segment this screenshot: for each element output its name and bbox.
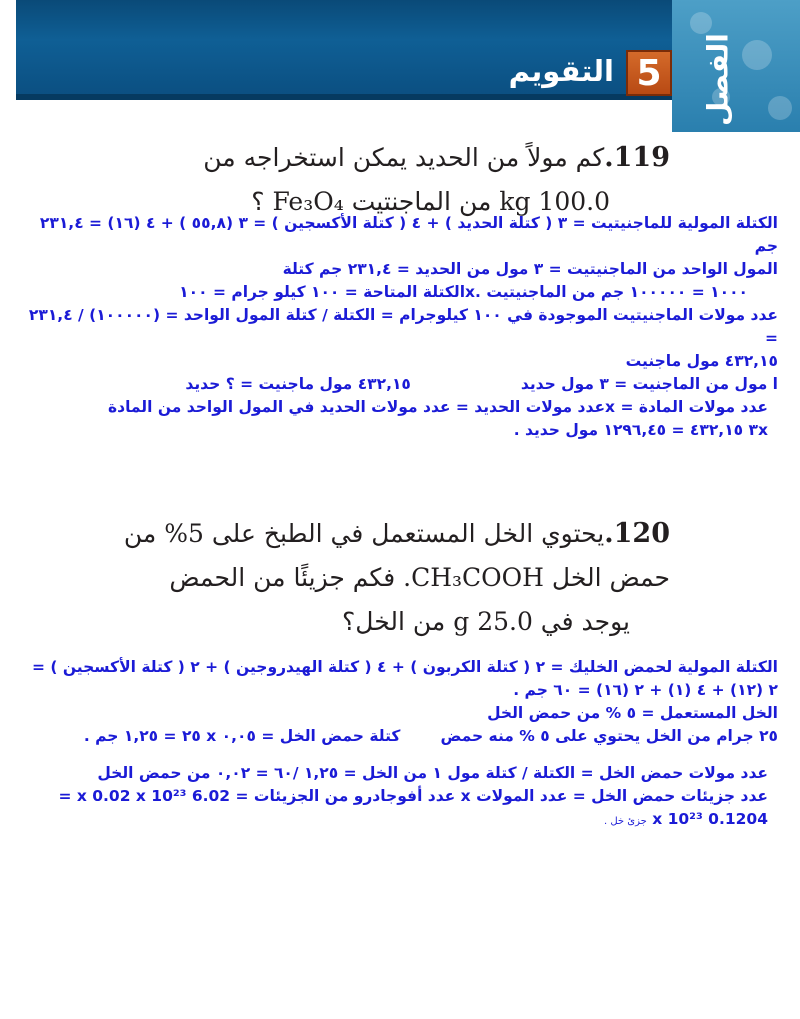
answer-120 (18, 656, 778, 833)
answer-line: الكتلة المولية للماجنيتيت = ٣ ( كتلة الحديد ) + ٤ ( كتلة الأكسجين ) = ٣ (٥٥,٨ ) + ٤ (١٦) = ٢٣١,٤ جم (39, 214, 778, 255)
answer-line: عدد جزيئات حمض الخل = عدد المولات x عدد أفوجادرو من الجزيئات = 6.02 x 0.02 x 10²³ = (58, 787, 768, 805)
question-line: يحتوي الخل المستعمل في الطبخ على 5% من (123, 519, 605, 548)
answer-line: الكتلة المولية لحمض الخليك = ٢ ( كتلة الكربون ) + ٤ ( كتلة الهيدروجين ) + ٢ ( كتلة الأكسجين ) = ٢ (١٢) + ٤ (١) + ٢ (١٦) = ٦٠ جم . (31, 658, 778, 699)
answer-line: ٤٣٢,١٥ مول ماجنيت (625, 352, 778, 370)
answer-line: عدد مولات حمض الخل = الكتلة / كتلة مول ١ من الخل = ١,٢٥ /٦٠ = ٠,٠٢ من حمض الخل (97, 764, 768, 782)
answer-line: المول الواحد من الماجنيتيت = ٣ مول من الحديد = ٢٣١,٤ جم كتلة (282, 260, 778, 278)
answer-line-result (18, 808, 778, 833)
answer-fragment: ٤٣٢,١٥ مول ماجنيت = ؟ حديد (185, 375, 411, 393)
answer-fragment: كتلة حمض الخل = ٠,٠٥ x ٢٥ = ١,٢٥ جم . (83, 727, 401, 745)
question-119 (110, 136, 670, 224)
answer-line-pair (18, 725, 778, 748)
answer-unit: جزئ خل . (603, 816, 647, 827)
question-line: يوجد في 25.0 g من الخل؟ (342, 607, 630, 636)
answer-119 (18, 212, 778, 442)
question-line: 100.0 kg من الماجنتيت Fe₃O₄ ؟ (251, 187, 610, 216)
chapter-number: 5 (626, 50, 672, 96)
question-number: 120. (604, 518, 670, 549)
question-line: حمض الخل CH₃COOH. فكم جزيئًا من الحمض (169, 563, 670, 592)
answer-line: عدد مولات الماجنيتيت الموجودة في ١٠٠ كيلوجرام = الكتلة / كتلة المول الواحد = (١٠٠٠٠٠) / ٢٣١,٤ = (28, 306, 778, 347)
page-title: التقويم (508, 54, 614, 88)
answer-line-pair (18, 373, 778, 396)
question-number: 119. (604, 142, 670, 173)
chapter-label: الفصل (701, 33, 735, 127)
answer-line: عدد مولات المادة = xعدد مولات الحديد = عدد مولات الحديد في المول الواحد من المادة (107, 398, 768, 416)
answer-line: ٣x ٤٣٢,١٥ = ١٢٩٦,٤٥ مول حديد . (513, 421, 768, 439)
answer-fragment: ا مول من الماجنيت = ٣ مول حديد (520, 375, 778, 393)
question-line: كم مولاً من الحديد يمكن استخراجه من (203, 143, 605, 172)
answer-fragment: 0.1204 x 10²³ (652, 810, 768, 828)
answer-line: ١٠٠٠ = ١٠٠٠٠٠ جم من الماجنيتيت .xالكتلة المتاحة = ١٠٠ كيلو جرام = ١٠٠ (179, 283, 748, 301)
answer-fragment: ٢٥ جرام من الخل يحتوي على ٥ % منه حمض (440, 727, 778, 745)
question-120 (110, 512, 670, 644)
answer-line: الخل المستعمل = ٥ % من حمض الخل (487, 704, 778, 722)
